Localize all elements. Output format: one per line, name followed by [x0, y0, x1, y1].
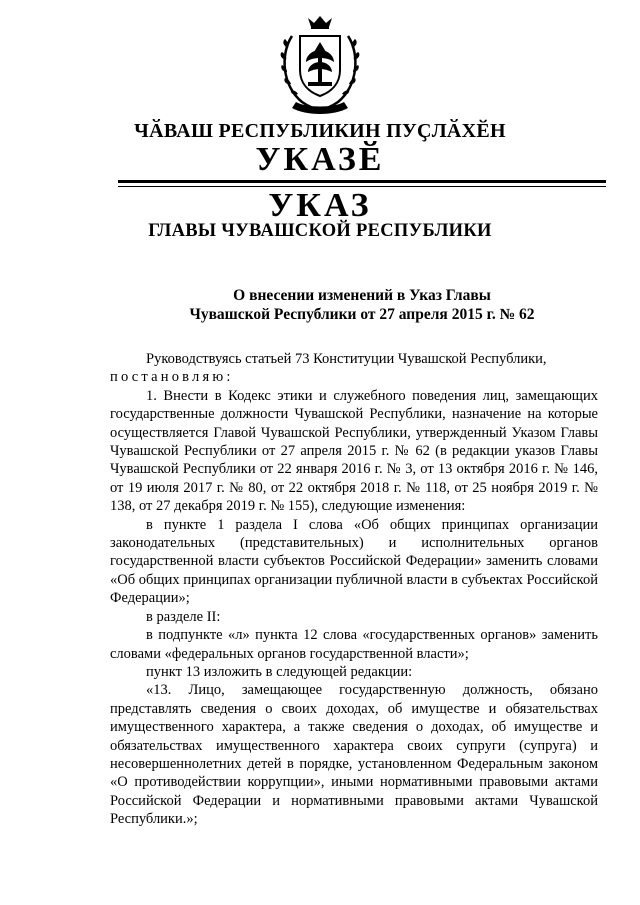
body-paragraph-5: пункт 13 изложить в следующей редакции:: [146, 663, 413, 680]
header-decree: УКАЗ: [268, 187, 372, 224]
body-paragraph-1: 1. Внести в Кодекс этики и служебного поведения лиц, замещающих государственные должности Чувашской Республики, назначение на которые осуществляется Главой Чувашской Республики, утвержденный Указом Главы Чувашской Республики от 27 апреля 2015 г. № 62 (в редакции указов Главы Чувашской Республики от 22 января 2016 г. № 3, от 13 октября 2016 г. № 146, от 19 июля 2017 г. № 80, от 22 октября 2018 г. № 118, от 25 ноября 2019 г. № 138, от 27 декабря 2019 г. № 155), следующие изменения:: [110, 387, 598, 515]
document-title-line-1: О внесении изменений в Указ Главы: [233, 287, 491, 304]
chuvash-coat-of-arms-icon: [278, 14, 362, 120]
body-paragraph-4: в подпункте «л» пункта 12 слова «государственных органов» заменить словами «федеральных органов государственной власти»;: [110, 627, 598, 662]
document-title-line-2: Чувашской Республики от 27 апреля 2015 г. № 62: [189, 306, 535, 323]
body-paragraph-preamble: Руководствуясь статьей 73 Конституции Чувашской Республики,: [146, 351, 547, 367]
body-resolve-word: постановляю:: [110, 369, 234, 386]
body-paragraph-3: в разделе II:: [146, 608, 221, 625]
header-chuvash-decree: УКАЗӖ: [255, 141, 385, 178]
document-title: [118, 286, 606, 324]
header-divider-thick: [118, 180, 606, 183]
body-paragraph-2: в пункте 1 раздела I слова «Об общих принципах организации законодательных (представительных) и исполнительных органов государственной власти субъектов Российской Федерации» заменить словами «Об общих принципах организации публичной власти в субъектах Российской Федерации»;: [110, 516, 598, 607]
header-chuvash-line: ЧӐВАШ РЕСПУБЛИКИН ПУҪЛӐХӖН: [134, 120, 506, 142]
header-issuer: ГЛАВЫ ЧУВАШСКОЙ РЕСПУБЛИКИ: [148, 221, 492, 241]
body-paragraph-6: «13. Лицо, замещающее государственную должность, обязано представлять сведения о своих доходах, об имуществе и обязательствах имущественного характера, а также сведения о доходах, об имуществе и обязательствах имущественного характера своих супруги (супруга) и несовершеннолетних детей в порядке, установленном Федеральным законом «О противодействии коррупции», иными нормативными правовыми актами Российской Федерации и нормативными правовыми актами Чувашской Республики.»;: [110, 682, 598, 828]
document-body: [110, 350, 598, 829]
